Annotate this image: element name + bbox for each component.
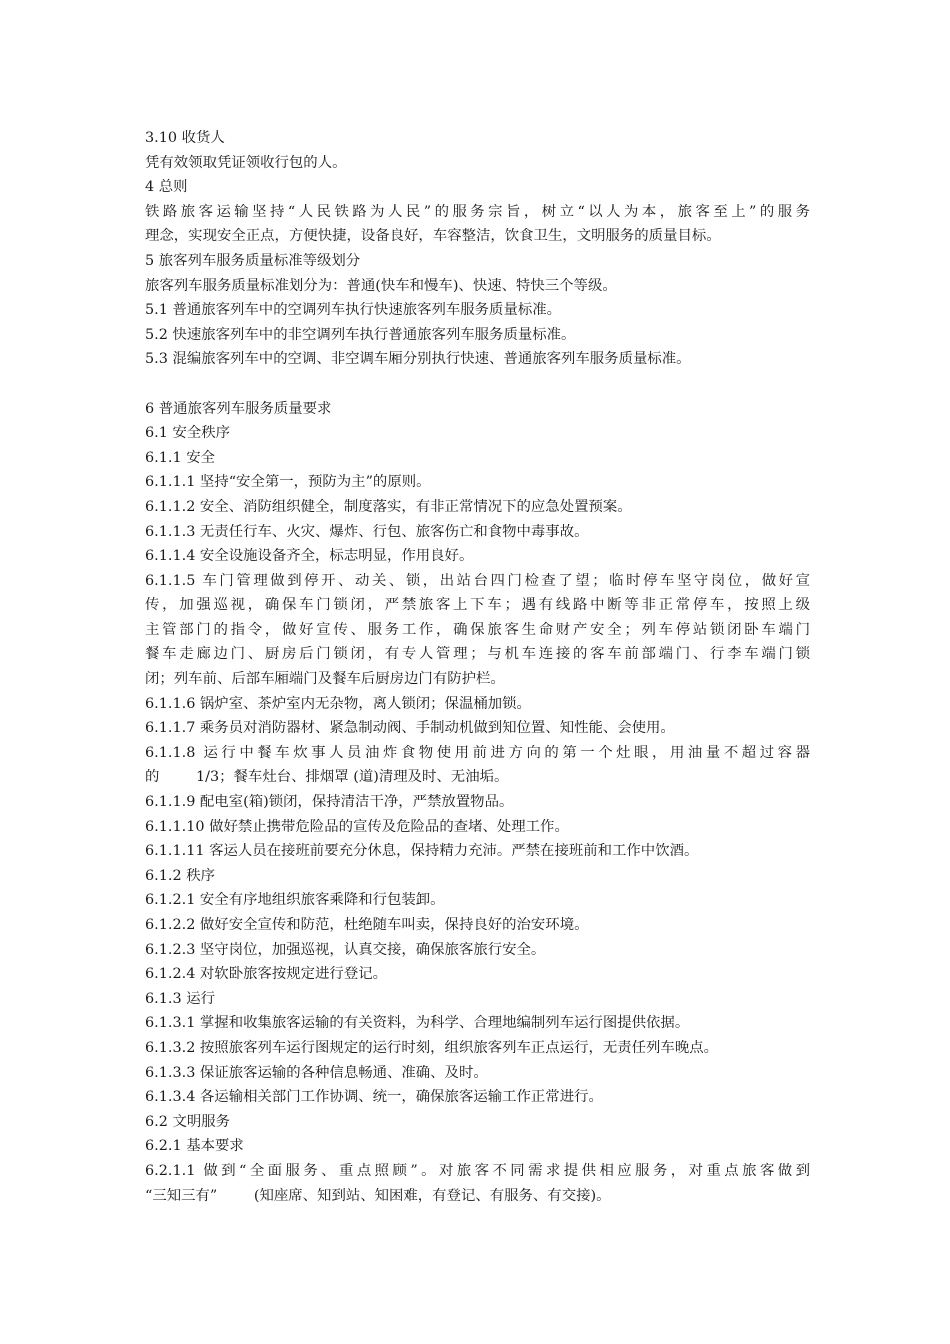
text-line: 理念，实现安全正点，方便快捷，设备良好，车容整洁，饮食卫生，文明服务的质量目标。 — [145, 228, 721, 245]
text-line: 的 1/3；餐车灶台、排烟罩 (道)清理及时、无油垢。 — [145, 769, 509, 786]
text-line: 6.1.1.11 客运人员在接班前要充分休息，保持精力充沛。严禁在接班前和工作中饮酒。 — [145, 843, 699, 860]
text-line: 6.1.2.1 安全有序地组织旅客乘降和行包装卸。 — [145, 892, 445, 909]
subsection-heading: 6.2 文明服务 — [145, 1113, 231, 1130]
text-line: 闭；列车前、后部车厢端门及餐车后厨房边门有防护栏。 — [145, 671, 505, 688]
text-line: 3.10 收货人 — [145, 130, 225, 146]
text-line: 6.1.3.4 各运输相关部门工作协调、统一，确保旅客运输工作正常进行。 — [145, 1089, 603, 1106]
text-line: 5.3 混编旅客列车中的空调、非空调车厢分别执行快速、普通旅客列车服务质量标准。 — [145, 351, 691, 368]
subsection-heading: 6.1.3 运行 — [145, 990, 215, 1007]
text-line: “三知三有” (知座席、知到站、知困难，有登记、有服务、有交接)。 — [145, 1187, 611, 1204]
text-line: 6.1.1.10 做好禁止携带危险品的宣传及危险品的查堵、处理工作。 — [145, 818, 569, 835]
blank-line — [145, 372, 810, 397]
subsection-heading: 6.1 安全秩序 — [145, 425, 231, 442]
text-line: 6.1.2.2 做好安全宣传和防范，杜绝随车叫卖，保持良好的治安环境。 — [145, 917, 589, 933]
text-line: 6.1.1.1 坚持“安全第一，预防为主”的原则。 — [145, 474, 431, 491]
text-line: 旅客列车服务质量标准划分为：普通(快车和慢车)、快速、特快三个等级。 — [145, 277, 617, 294]
text-line: 5.1 普通旅客列车中的空调列车执行快速旅客列车服务质量标准。 — [145, 302, 562, 319]
text-line: 6.1.2.4 对软卧旅客按规定进行登记。 — [145, 966, 387, 983]
text-line: 6.1.3.1 掌握和收集旅客运输的有关资料，为科学、合理地编制列车运行图提供依据。 — [145, 1015, 690, 1032]
subsection-heading: 6.2.1 基本要求 — [145, 1138, 244, 1155]
text-line: 6.1.1.5 车门管理做到停开、动关、锁，出站台四门检查了望；临时停车坚守岗位，做好宣 — [145, 572, 810, 589]
text-line: 6.1.3.3 保证旅客运输的各种信息畅通、准确、及时。 — [145, 1064, 488, 1081]
section-heading: 5 旅客列车服务质量标准等级划分 — [145, 252, 361, 269]
text-line: 5.2 快速旅客列车中的非空调列车执行普通旅客列车服务质量标准。 — [145, 326, 576, 343]
text-line: 主管部门的指令，做好宣传、服务工作，确保旅客生命财产安全；列车停站锁闭卧车端门 — [145, 621, 810, 638]
text-line: 6.1.1.2 安全、消防组织健全，制度落实，有非正常情况下的应急处置预案。 — [145, 498, 632, 515]
text-line: 6.1.1.9 配电室(箱)锁闭，保持清洁干净，严禁放置物品。 — [145, 794, 514, 811]
text-line: 凭有效领取凭证领收行包的人。 — [145, 154, 347, 171]
text-line: 6.1.1.7 乘务员对消防器材、紧急制动阀、手制动机做到知位置、知性能、会使用。 — [145, 720, 675, 737]
subsection-heading: 6.1.2 秩序 — [145, 867, 215, 884]
text-line: 6.1.1.4 安全设施设备齐全，标志明显，作用良好。 — [145, 548, 474, 565]
section-heading: 6 普通旅客列车服务质量要求 — [145, 400, 332, 417]
text-line: 餐车走廊边门、厨房后门锁闭，有专人管理；与机车连接的客车前部端门、行李车端门锁 — [145, 646, 810, 663]
text-line: 6.1.1.6 锅炉室、茶炉室内无杂物，离人锁闭；保温桶加锁。 — [145, 695, 531, 712]
text-line: 6.2.1.1 做到“全面服务、重点照顾”。对旅客不同需求提供相应服务，对重点旅客做到 — [145, 1162, 810, 1179]
subsection-heading: 6.1.1 安全 — [145, 449, 215, 466]
text-line: 传，加强巡视，确保车门锁闭，严禁旅客上下车；遇有线路中断等非正常停车，按照上级 — [145, 597, 810, 614]
text-line: 6.1.3.2 按照旅客列车运行图规定的运行时刻，组织旅客列车正点运行，无责任列车晚点。 — [145, 1039, 718, 1056]
text-line: 铁路旅客运输坚持“人民铁路为人民”的服务宗旨，树立“以人为本，旅客至上”的服务 — [145, 203, 810, 220]
text-line: 6.1.1.3 无责任行车、火灾、爆炸、行包、旅客伤亡和食物中毒事故。 — [145, 523, 589, 540]
document-body — [145, 126, 810, 1208]
section-heading: 4 总则 — [145, 179, 188, 196]
text-line: 6.1.2.3 坚守岗位，加强巡视，认真交接，确保旅客旅行安全。 — [145, 941, 546, 958]
text-line: 6.1.1.8 运行中餐车炊事人员油炸食物使用前进方向的第一个灶眼，用油量不超过容器 — [145, 744, 810, 761]
